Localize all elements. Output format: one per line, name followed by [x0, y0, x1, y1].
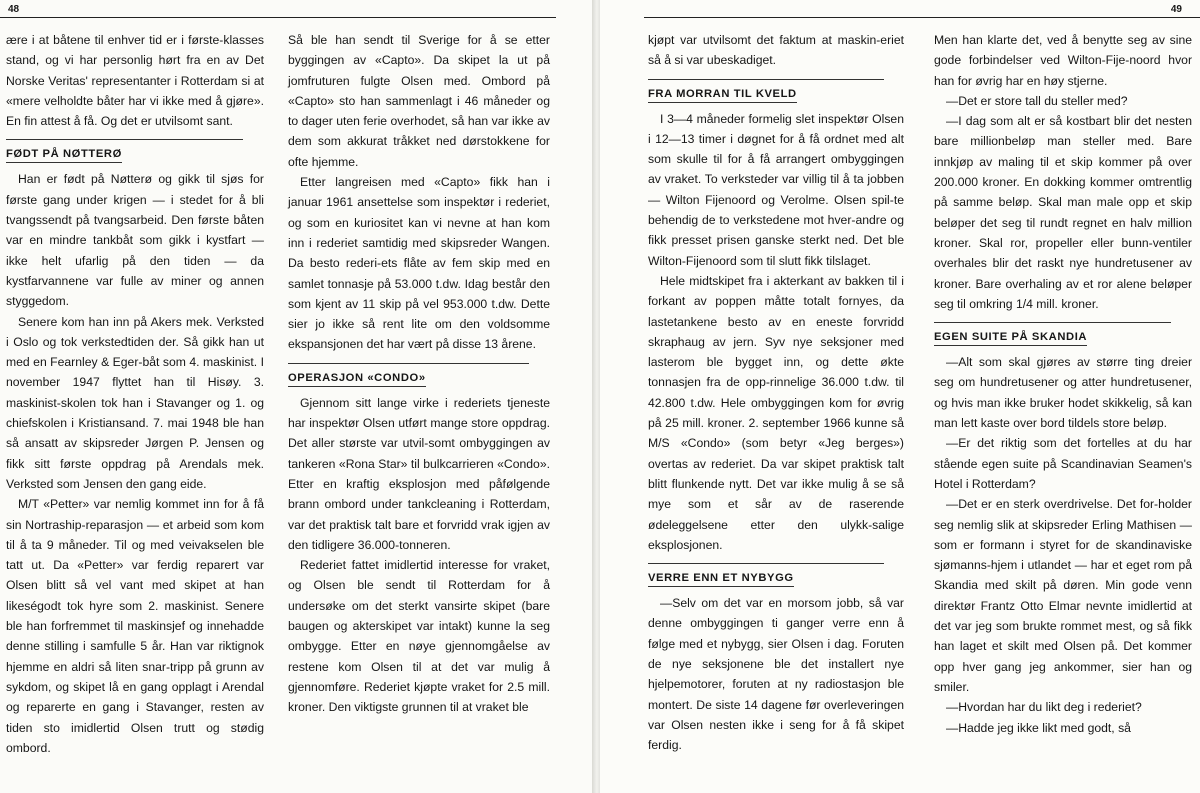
paragraph: Rederiet fattet imidlertid interesse for vraket, og Olsen ble sendt til Rotterdam for å undersøke om det sterkt vansirte skipet (bare baugen og akterskipet var intakt) kunne la seg ombygge. Etter en nøye gjennomgåelse av restene kom Olsen til at det var mulig å gjennomføre. Rederiet kjøpte vraket for 2.5 mill. kroner. Den viktigste grunnen til at vraket ble [288, 558, 550, 715]
paragraph: Så ble han sendt til Sverige for å se etter byggingen av «Capto». Da skipet la ut på jomfruturen fulgte Olsen med. Ombord på «Capto» sto han sammenlagt i 46 måneder og to dager uten ferie overhodet, så han var ikke av dem som akkurat tråkket ned dørstokkene for ofte hjemme. [288, 33, 550, 169]
right-column-1 [648, 30, 904, 756]
paragraph: —Det er store tall du steller med? [946, 93, 1128, 108]
paragraph: —Hvordan har du likt deg i rederiet? [946, 700, 1142, 715]
paragraph: Senere kom han inn på Akers mek. Verksted i Oslo og tok verkstedtiden der. Så gikk han ut med en Fearnley & Eger-båt som 4. maskinist. I november 1947 flyttet han til Hisøy. 3. maskinist-skolen tok han i Stavanger og 1. og chiefskolen i Kristiansand. 7. mai 1948 ble han så ansatt av skipsreder Jørgen P. Jensen og fikk sitt første oppdrag på Arendals mek. Verksted som Jensen den gang eide. [6, 314, 264, 491]
page-number-left: 48 [8, 4, 20, 15]
section-heading-text: FRA MORRAN TIL KVELD [648, 88, 797, 103]
section-heading [6, 139, 243, 163]
header-rule-right [644, 17, 1200, 18]
left-column-1 [6, 30, 264, 758]
section-heading-text: EGEN SUITE PÅ SKANDIA [934, 331, 1087, 346]
paragraph: Han er født på Nøtterø og gikk til sjøs for første gang under krigen — i stedet for å bli tvangssendt på tvangsarbeid. Den første båten var en mindre tankbåt som gikk i kystfart — ikke helt ufarlig på den tiden — da kystfarvannene var fulle av miner og annen styggedom. [6, 172, 264, 309]
section-heading [934, 322, 1171, 346]
page-gutter [592, 0, 600, 793]
paragraph: M/T «Petter» var nemlig kommet inn for å få sin Nortraship-reparasjon — et arbeid som kom til å ta 9 måneder. Til og med veivakselen ble tatt ut. Da «Petter» var ferdig reparert var Olsen blitt så vel vant med skipet at han likeségodt tok hyre som 2. maskinist. Senere ble han forfremmet til maskinsjef og innehadde denne stilling i samfulle 5 år. Han var riktignok hjemme en aldri så liten snar-tripp på grunn av sykdom, og skipet lå en gang opplagt i Arendal og reparerte en gang i Stavanger, resten av tiden sto imidlertid Olsen trutt og stødig ombord. [6, 497, 264, 755]
page-number-right: 49 [1170, 4, 1182, 15]
section-heading [288, 363, 529, 387]
right-column-2 [934, 30, 1192, 738]
paragraph: Etter langreisen med «Capto» fikk han i januar 1961 ansettelse som inspektør i rederiet, og som en kuriositet kan vi nevne at han kom inn i rederiet samtidig med skipsreder Wangen. Da besto rederi-ets flåte av fem skip med en samlet tonnasje på 53.000 t.dw. Idag består den som kjent av 11 skip på vel 953.000 t.dw. Dette sier jo ikke så rent lite om den voldsomme ekspansjonen det har vært på disse 13 årene. [288, 175, 550, 352]
paragraph: kjøpt var utvilsomt det faktum at maskin-eriet så å si var ubeskadiget. [648, 33, 904, 68]
paragraph: —Alt som skal gjøres av større ting dreier seg om hundretusener og atter hundretusener, og hvis man ikke bruker hodet skikkelig, så kan man lett kaste over bord tildels store beløp. [934, 355, 1192, 431]
paragraph: —Det er en sterk overdrivelse. Det for-holder seg nemlig slik at skipsreder Erling Mathisen — som er formann i styret for de skandinaviske sjømanns-hjem i utlandet — har et eget rom på Skandia med skilt på døren. Min gode venn direktør Frantz Otto Elmar nevnte imidlertid at det var jeg som brukte rommet mest, og så fikk han laget et skilt med Olsen på. Det kommer opp hver gang jeg ankommer, sier han og smiler. [934, 497, 1192, 694]
left-page [0, 0, 592, 793]
paragraph: —Selv om det var en morsom jobb, så var denne ombyggingen ti ganger verre enn å følge med et nybygg, sier Olsen i dag. Foruten de nye seksjonene ble det installert nye hjelpemotorer, foruten at ny radiostasjon ble montert. De siste 14 dagene før overleveringen var Olsen nesten ikke i seng for å få skipet ferdig. [648, 596, 904, 753]
section-heading-text: FØDT PÅ NØTTERØ [6, 148, 122, 163]
paragraph: —Hadde jeg ikke likt med godt, så [946, 720, 1131, 735]
section-heading [648, 79, 884, 103]
paragraph: Gjennom sitt lange virke i rederiets tjeneste har inspektør Olsen utført mange store oppdrag. Det aller største var utvil-somt ombyggingen av tankeren «Rona Star» til bulkcarrieren «Condo». Etter en kraftig eksplosjon med påfølgende brann ombord under tankcleaning i Rotterdam, var det praktisk talt bare et forvridd vrak igjen av den tidligere 36.000-tonneren. [288, 395, 550, 552]
paragraph: —I dag som alt er så kostbart blir det nesten bare millionbeløp man steller med. Bare innkjøp av maling til et skip kommer på over 200.000 kroner. En dokking kommer omtrentlig på samme beløp. Skal man male opp et skip beløper det seg til rundt regnet en halv million kroner. Skal ror, propeller eller bunn-ventiler overhales blir det raskt nye hundretusener av kroner. Bare overhaling av et ror alene beløper seg til omkring 1/4 mill. kroner. [934, 114, 1192, 311]
section-heading-text: OPERASJON «CONDO» [288, 372, 426, 387]
header-rule-left [0, 17, 556, 18]
paragraph: Men han klarte det, ved å benytte seg av sine gode forbindelser ved Wilton-Fije-noord hvor han for øvrig har en høy stjerne. [934, 33, 1192, 88]
left-column-2 [288, 30, 550, 718]
paragraph: ære i at båtene til enhver tid er i første-klasses stand, og vi har personlig hørt fra en av Det Norske Veritas' representanter i Rotterdam si at «mere velholdte båter har vi ikke med å gjøre». En fin attest å få. Og det er utvilsomt sant. [6, 33, 264, 129]
right-page [600, 0, 1200, 793]
section-heading [648, 563, 884, 587]
paragraph: —Er det riktig som det fortelles at du har stående egen suite på Scandinavian Seamen's Hotel i Rotterdam? [934, 436, 1192, 491]
paragraph: I 3—4 måneder formelig slet inspektør Olsen i 12—13 timer i døgnet for å få ordnet med alt som skulle til for å få arrangert ombyggingen av vraket. To verksteder var villig til å ta jobben — Wilton Fijenoord og Verolme. Olsen spil-te behendig de to verkstedene mot hver-andre og fikk presset prisen ganske sterkt ned. Det ble Wilton-Fijenoord som til slutt fikk tilslaget. [648, 111, 904, 268]
section-heading-text: VERRE ENN ET NYBYGG [648, 572, 794, 587]
paragraph: Hele midtskipet fra i akterkant av bakken til i forkant av poppen måtte totalt fornyes, da lastetankene besto av en eneste forvridd skraphaug av jern. Syv nye seksjoner med lasterom ble bygget inn, og dette økte tonnasjen fra de opp-rinnelige 36.000 t.dw. til 42.800 t.dw. Hele ombyggingen kom for øvrig på 25 mill. kroner. 2. september 1966 kunne så M/S «Condo» (som betyr «Jeg berges») overtas av rederiet. Da var skipet praktisk talt blitt flunkende nytt. Det var ikke mulig å se så mye som et sår av de raserende ødeleggelsene etter den ulykk-salige eksplosjonen. [648, 273, 904, 552]
